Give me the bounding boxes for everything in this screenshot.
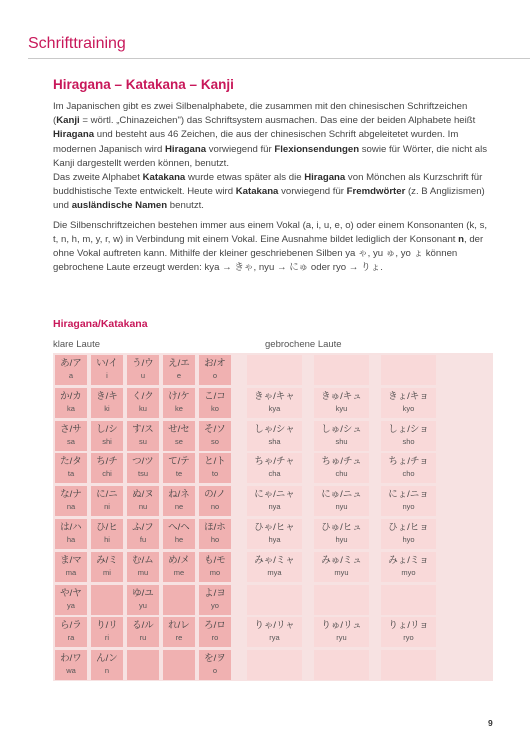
kana-glyph: む/ム: [132, 554, 154, 566]
kana-glyph: にょ/ニョ: [388, 489, 429, 501]
kana-cell: [199, 552, 231, 582]
romaji: no: [210, 502, 220, 512]
bold-term: Katakana: [142, 172, 186, 184]
romaji: cho: [402, 469, 415, 479]
header-divider: [28, 58, 530, 59]
broken-sound-cell: [314, 388, 369, 418]
kana-cell: [127, 650, 159, 680]
romaji: ri: [104, 633, 110, 643]
romaji: myo: [401, 567, 416, 577]
kana-cell: [91, 585, 123, 615]
kana-glyph: しゅ/シュ: [321, 423, 362, 435]
text-run: Das zweite Alphabet: [53, 172, 143, 184]
romaji: e: [176, 371, 182, 380]
kana-glyph: にゅ/ニュ: [321, 489, 362, 501]
romaji: u: [140, 371, 146, 380]
broken-sound-cell: [314, 453, 369, 483]
table-row: [55, 617, 491, 647]
kana-cell: [163, 355, 195, 385]
romaji: mi: [103, 567, 111, 577]
kana-glyph: しょ/ショ: [388, 423, 429, 435]
kana-glyph: [314, 585, 369, 588]
broken-sound-cell: [247, 355, 302, 385]
romaji: fu: [139, 535, 147, 544]
kana-glyph: れ/レ: [168, 620, 190, 632]
kana-glyph: え/エ: [168, 358, 190, 369]
kana-cell: [163, 486, 195, 516]
kana-cell: [55, 453, 87, 483]
romaji: so: [211, 436, 219, 446]
table-title: Hiragana/Katakana: [53, 318, 148, 330]
kana-glyph: ゆ/ユ: [132, 587, 154, 599]
table-row: [55, 388, 491, 418]
kana-glyph: しゃ/シャ: [254, 423, 295, 435]
broken-sound-cell: [381, 421, 436, 451]
text-run: vorwiegend für: [278, 186, 347, 198]
broken-sound-cell: [381, 486, 436, 516]
kana-cell: [55, 519, 87, 549]
table-row: [55, 519, 491, 549]
romaji: n: [104, 666, 110, 676]
romaji: kya: [268, 403, 281, 413]
broken-sound-cell: [314, 421, 369, 451]
kana-glyph: [381, 650, 436, 653]
kana-cell: [199, 519, 231, 549]
kana-glyph: そ/ソ: [204, 423, 226, 435]
kana-cell: [55, 585, 87, 615]
text-run: (z. B Anglizismen) und: [53, 186, 485, 212]
kana-glyph: は/ハ: [60, 522, 82, 533]
broken-sound-cell: [314, 552, 369, 582]
kana-cell: [55, 650, 87, 680]
kana-table: [53, 353, 493, 681]
page-title: Schrifttraining: [28, 35, 126, 52]
romaji: hya: [268, 535, 281, 544]
kana-glyph: [163, 585, 195, 588]
kana-cell: [91, 388, 123, 418]
kana-cell: [199, 650, 231, 680]
broken-sound-cell: [381, 453, 436, 483]
broken-sound-cell: [247, 617, 302, 647]
kana-cell: [127, 617, 159, 647]
romaji: o: [212, 666, 218, 676]
kana-glyph: りゃ/リャ: [254, 620, 295, 632]
kana-cell: [91, 617, 123, 647]
romaji: nyu: [335, 502, 348, 512]
romaji: he: [174, 535, 184, 544]
bold-term: Hiragana: [304, 172, 346, 184]
kana-cell: [127, 486, 159, 516]
kana-glyph: ろ/ロ: [204, 620, 226, 632]
kana-cell: [199, 355, 231, 385]
kana-glyph: きゅ/キュ: [321, 390, 362, 402]
kana-glyph: [247, 585, 302, 588]
romaji: hi: [104, 535, 110, 544]
kana-cell: [199, 453, 231, 483]
romaji: yo: [211, 600, 219, 610]
kana-glyph: つ/ツ: [132, 456, 154, 468]
kana-cell: [91, 519, 123, 549]
romaji: ro: [211, 633, 219, 643]
kana-glyph: を/ヲ: [204, 653, 226, 665]
kana-cell: [55, 617, 87, 647]
kana-glyph: [91, 585, 123, 588]
bold-term: Hiragana: [165, 143, 207, 155]
broken-sound-cell: [247, 585, 302, 615]
romaji: wa: [66, 666, 76, 676]
romaji: ryo: [403, 633, 414, 643]
romaji: ku: [139, 403, 147, 413]
bold-term: Flexionsendungen: [274, 143, 360, 155]
romaji: su: [139, 436, 147, 446]
romaji: chu: [335, 469, 348, 479]
bold-term: n: [458, 233, 464, 245]
text-run: , der ohne Vokal auftreten kann. Mithilfe der kleiner geschriebenen Silben ya ゃ, yu ゅ, yo ょ können gebrochene Laute erzeugt werden: kya → きゃ, nyu → にゅ oder ryo → りょ.: [53, 233, 484, 274]
kana-glyph: りょ/リョ: [388, 620, 429, 632]
kana-glyph: い/イ: [96, 358, 118, 369]
kana-glyph: [247, 355, 302, 358]
kana-glyph: ま/マ: [60, 554, 82, 566]
kana-cell: [91, 421, 123, 451]
kana-glyph: [163, 650, 195, 653]
broken-sound-cell: [381, 650, 436, 680]
bold-term: Hiragana: [53, 129, 95, 141]
romaji: ya: [67, 600, 75, 610]
intro-text: [53, 100, 495, 275]
romaji: ha: [66, 535, 76, 544]
romaji: ka: [67, 403, 75, 413]
romaji: me: [173, 567, 185, 577]
romaji: se: [175, 436, 183, 446]
kana-cell: [163, 519, 195, 549]
table-row: [55, 486, 491, 516]
kana-glyph: わ/ワ: [60, 653, 82, 665]
romaji: yu: [139, 600, 147, 610]
romaji: rya: [269, 633, 280, 643]
romaji: o: [212, 371, 218, 380]
romaji: ne: [174, 502, 184, 512]
text-run: und besteht aus 46 Zeichen, die aus der chinesischen Schrift abgeleitetet wurden. Im modernen Japanisch wird: [53, 129, 459, 155]
kana-glyph: みょ/ミョ: [388, 554, 429, 566]
kana-glyph: ひ/ヒ: [96, 522, 118, 533]
romaji: nya: [268, 502, 281, 512]
kana-glyph: や/ヤ: [60, 587, 82, 599]
kana-glyph: あ/ア: [60, 358, 82, 369]
romaji: kyu: [335, 403, 348, 413]
romaji: sha: [268, 436, 281, 446]
kana-glyph: し/シ: [96, 423, 118, 435]
page-number: 9: [488, 718, 493, 728]
broken-sound-cell: [381, 355, 436, 385]
kana-glyph: りゅ/リュ: [321, 620, 362, 632]
broken-sound-cell: [314, 650, 369, 680]
romaji: ryu: [336, 633, 347, 643]
romaji: ki: [104, 403, 110, 413]
romaji: shi: [102, 436, 112, 446]
kana-cell: [55, 355, 87, 385]
intro-paragraph-1: [53, 100, 495, 214]
kana-glyph: お/オ: [204, 358, 226, 369]
kana-cell: [163, 421, 195, 451]
text-run: sowie für Wörter, die nicht als Kanji dargestellt werden können, benutzt.: [53, 143, 488, 169]
romaji: sa: [67, 436, 75, 446]
kana-glyph: こ/コ: [204, 390, 226, 402]
label-broken-sounds: gebrochene Laute: [265, 339, 342, 350]
kana-glyph: [314, 650, 369, 653]
broken-sound-cell: [247, 519, 302, 549]
kana-glyph: め/メ: [168, 554, 190, 566]
kana-cell: [55, 388, 87, 418]
kana-cell: [91, 453, 123, 483]
kana-cell: [55, 486, 87, 516]
text-run: Die Silbenschriftzeichen bestehen immer aus einem Vokal (a, i, u, e, o) oder einem Konsonanten (k, s, t, n, h, m, y, r, w) in Verbindung mit einem Vokal. Eine Ausnahme bildet lediglich der Konsonant: [53, 219, 488, 245]
kana-glyph: に/ニ: [96, 489, 118, 501]
kana-cell: [127, 519, 159, 549]
kana-glyph: ちょ/チョ: [388, 456, 429, 468]
text-run: wurde etwas später als die: [185, 172, 305, 184]
kana-cell: [199, 421, 231, 451]
kana-glyph: ら/ラ: [60, 620, 82, 632]
kana-glyph: ち/チ: [96, 456, 118, 468]
kana-cell: [91, 650, 123, 680]
kana-glyph: ね/ネ: [168, 489, 190, 501]
romaji: ko: [211, 403, 219, 413]
romaji: mu: [137, 567, 149, 577]
romaji: mo: [209, 567, 221, 577]
kana-glyph: ちゅ/チュ: [321, 456, 362, 468]
romaji: kyo: [402, 403, 415, 413]
kana-glyph: ひゃ/ヒャ: [254, 522, 295, 533]
kana-glyph: な/ナ: [60, 489, 82, 501]
romaji: cha: [268, 469, 281, 479]
kana-cell: [199, 617, 231, 647]
kana-glyph: さ/サ: [60, 423, 82, 435]
kana-glyph: せ/セ: [168, 423, 190, 435]
table-row: [55, 421, 491, 451]
section-title: Hiragana – Katakana – Kanji: [53, 77, 234, 92]
romaji: hyo: [402, 535, 415, 544]
broken-sound-cell: [314, 617, 369, 647]
table-row: [55, 585, 491, 615]
romaji: shu: [335, 436, 348, 446]
broken-sound-cell: [247, 650, 302, 680]
kana-glyph: ほ/ホ: [204, 522, 226, 533]
romaji: chi: [102, 469, 112, 479]
kana-cell: [127, 388, 159, 418]
romaji: ra: [67, 633, 75, 643]
intro-paragraph-2: [53, 219, 495, 276]
kana-glyph: く/ク: [132, 390, 154, 402]
kana-cell: [163, 388, 195, 418]
broken-sound-cell: [381, 617, 436, 647]
kana-glyph: う/ウ: [132, 358, 154, 369]
kana-cell: [199, 486, 231, 516]
broken-sound-cell: [381, 519, 436, 549]
bold-term: ausländische Namen: [71, 200, 168, 212]
broken-sound-cell: [247, 421, 302, 451]
romaji: myu: [334, 567, 349, 577]
romaji: ma: [65, 567, 77, 577]
kana-glyph: よ/ヨ: [204, 587, 226, 599]
kana-glyph: た/タ: [60, 456, 82, 468]
kana-glyph: ちゃ/チャ: [254, 456, 295, 468]
text-run: Im Japanischen gibt es zwei Silbenalphabete, die zusammen mit den chinesischen Schriftzeichen (: [53, 101, 468, 127]
kana-glyph: きゃ/キャ: [254, 390, 295, 402]
kana-glyph: [247, 650, 302, 653]
kana-glyph: る/ル: [132, 620, 154, 632]
kana-glyph: みゃ/ミャ: [254, 554, 295, 566]
kana-glyph: か/カ: [60, 390, 82, 402]
kana-cell: [199, 388, 231, 418]
broken-sound-cell: [247, 388, 302, 418]
kana-cell: [127, 453, 159, 483]
broken-sound-cell: [247, 486, 302, 516]
text-run: vorwiegend für: [206, 143, 275, 155]
kana-glyph: にゃ/ニャ: [254, 489, 295, 501]
table-row: [55, 650, 491, 680]
kana-glyph: も/モ: [204, 554, 226, 566]
kana-cell: [127, 552, 159, 582]
kana-glyph: みゅ/ミュ: [321, 554, 362, 566]
romaji: tsu: [137, 469, 148, 479]
romaji: ho: [210, 535, 220, 544]
romaji: re: [175, 633, 183, 643]
kana-cell: [163, 650, 195, 680]
kana-glyph: [127, 650, 159, 653]
bold-term: Fremdwörter: [346, 186, 406, 198]
romaji: mya: [267, 567, 282, 577]
romaji: ru: [139, 633, 147, 643]
kana-glyph: ひょ/ヒョ: [388, 522, 429, 533]
label-clear-sounds: klare Laute: [53, 339, 101, 350]
kana-glyph: き/キ: [96, 390, 118, 402]
broken-sound-cell: [381, 585, 436, 615]
page-header: [0, 27, 530, 61]
kana-cell: [55, 421, 87, 451]
kana-cell: [163, 585, 195, 615]
kana-glyph: きょ/キョ: [388, 390, 429, 402]
broken-sound-cell: [314, 486, 369, 516]
broken-sound-cell: [381, 388, 436, 418]
kana-cell: [55, 552, 87, 582]
kana-cell: [127, 421, 159, 451]
romaji: a: [68, 371, 74, 380]
kana-glyph: と/ト: [204, 456, 226, 468]
kana-glyph: ん/ン: [96, 653, 118, 665]
kana-cell: [127, 355, 159, 385]
romaji: hyu: [335, 535, 348, 544]
kana-glyph: み/ミ: [96, 554, 118, 566]
kana-glyph: て/テ: [168, 456, 190, 468]
romaji: nu: [138, 502, 148, 512]
kana-cell: [199, 585, 231, 615]
kana-glyph: ひゅ/ヒュ: [321, 522, 362, 533]
kana-cell: [163, 453, 195, 483]
romaji: te: [175, 469, 183, 479]
text-run: von Mönchen als Kurzschrift für buddhistische Texte entwickelt. Heute wird: [53, 172, 483, 198]
kana-cell: [163, 552, 195, 582]
romaji: sho: [402, 436, 415, 446]
romaji: nyo: [402, 502, 415, 512]
kana-glyph: け/ケ: [168, 390, 190, 402]
kana-cell: [163, 617, 195, 647]
broken-sound-cell: [247, 552, 302, 582]
broken-sound-cell: [314, 519, 369, 549]
kana-glyph: す/ス: [132, 423, 154, 435]
kana-cell: [91, 552, 123, 582]
kana-glyph: ぬ/ヌ: [132, 489, 154, 501]
kana-glyph: へ/ヘ: [168, 522, 190, 533]
broken-sound-cell: [381, 552, 436, 582]
kana-glyph: [381, 585, 436, 588]
text-run: = wörtl. „Chinazeichen") das Schriftsystem ausmachen. Das eine der beiden Alphabete heißt: [79, 115, 476, 127]
kana-cell: [127, 585, 159, 615]
kana-cell: [91, 355, 123, 385]
broken-sound-cell: [314, 355, 369, 385]
romaji: ni: [104, 502, 110, 512]
broken-sound-cell: [247, 453, 302, 483]
kana-cell: [91, 486, 123, 516]
romaji: to: [211, 469, 219, 479]
romaji: i: [106, 371, 108, 380]
bold-term: Kanji: [56, 115, 80, 127]
text-run: benutzt.: [167, 200, 204, 212]
kana-glyph: [381, 355, 436, 358]
romaji: na: [66, 502, 76, 512]
kana-glyph: ふ/フ: [132, 522, 154, 533]
bold-term: Katakana: [235, 186, 279, 198]
table-row: [55, 355, 491, 385]
kana-glyph: [314, 355, 369, 358]
kana-glyph: り/リ: [96, 620, 118, 632]
table-row: [55, 552, 491, 582]
romaji: ta: [67, 469, 75, 479]
kana-glyph: の/ノ: [204, 489, 226, 501]
broken-sound-cell: [314, 585, 369, 615]
romaji: ke: [175, 403, 183, 413]
table-row: [55, 453, 491, 483]
